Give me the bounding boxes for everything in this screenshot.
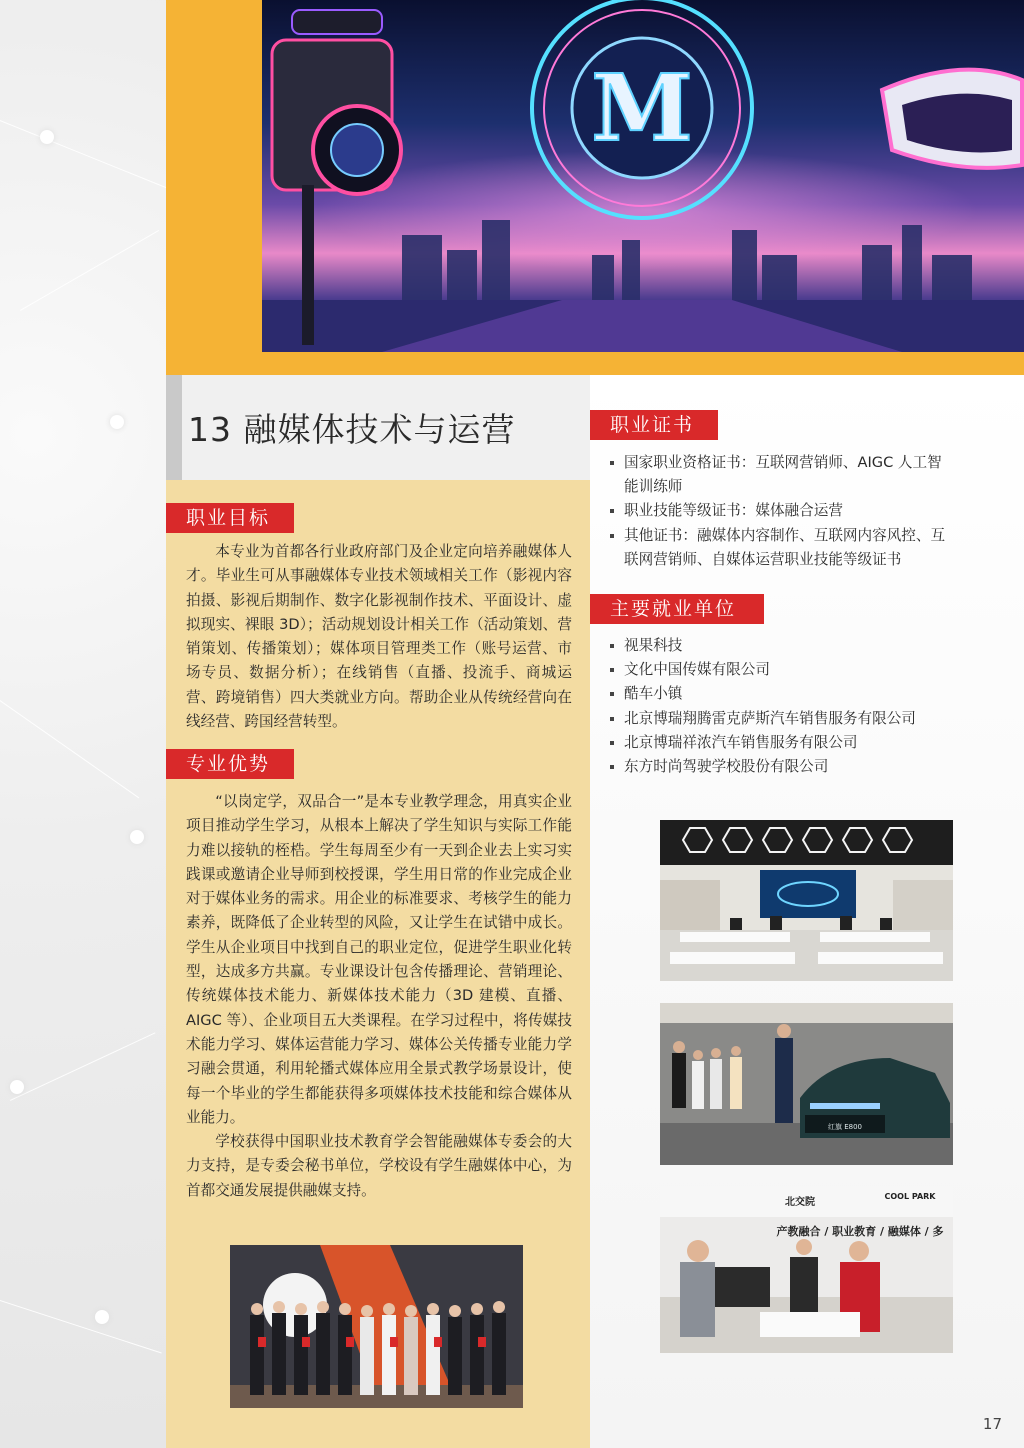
- page-number: 17: [982, 1415, 1002, 1433]
- network-dot: [130, 830, 144, 844]
- video-camera-illustration: [272, 10, 401, 345]
- car-showroom-photo: [660, 1003, 953, 1165]
- advantages-text: [186, 790, 572, 1203]
- certificates-heading: 职业证书: [590, 410, 718, 440]
- network-dot: [95, 1310, 109, 1324]
- page-title: 13 融媒体技术与运营: [188, 410, 516, 449]
- employers-list: [608, 634, 968, 779]
- career-goal-heading: 职业目标: [166, 503, 294, 533]
- network-line: [0, 700, 139, 798]
- list-item: 东方时尚驾驶学校股份有限公司: [608, 755, 968, 779]
- ceremony-photo: [230, 1245, 523, 1408]
- list-item: 其他证书：融媒体内容制作、互联网内容风控、互联网营销师、自媒体运营职业技能等级证书: [608, 524, 948, 572]
- list-item: 视果科技: [608, 634, 968, 658]
- list-item: 北京博瑞翔腾雷克萨斯汽车销售服务有限公司: [608, 707, 968, 731]
- network-dot: [40, 130, 54, 144]
- vr-headset-illustration: [882, 70, 1022, 168]
- employers-heading: 主要就业单位: [590, 594, 764, 624]
- classroom-photo: [660, 820, 953, 981]
- advantages-heading: 专业优势: [166, 749, 294, 779]
- network-line: [20, 230, 159, 311]
- hero-image: [262, 0, 1024, 352]
- advantages-paragraph-2: 学校获得中国职业技术教育学会智能融媒体专委会的大力支持，是专委会秘书单位，学校设有学生融媒体中心，为首都交通发展提供融媒支持。: [186, 1133, 572, 1199]
- network-line: [0, 1300, 162, 1353]
- list-item: 国家职业资格证书：互联网营销师、AIGC 人工智能训练师: [608, 451, 948, 499]
- svg-text:COOL PARK: COOL PARK: [884, 1192, 936, 1201]
- network-line: [10, 1032, 155, 1101]
- network-dot: [10, 1080, 24, 1094]
- certificates-list: [608, 451, 948, 572]
- list-item: 文化中国传媒有限公司: [608, 658, 968, 682]
- title-accent-bar: [166, 375, 182, 480]
- svg-text:北交院: 北交院: [785, 1197, 815, 1208]
- svg-text:产教融合 / 职业教育 / 融媒体 / 多: 产教融合 / 职业教育 / 融媒体 / 多: [776, 1225, 944, 1238]
- list-item: 北京博瑞祥浓汽车销售服务有限公司: [608, 731, 968, 755]
- svg-text:M: M: [591, 54, 693, 162]
- office-photo: [660, 1187, 953, 1353]
- advantages-paragraph-1: “以岗定学，双品合一”是本专业教学理念，用真实企业项目推动学生学习，从根本上解决了学生知识与实际工作能力难以接轨的桎梏。学生每周至少有一天到企业去上实习实践课或邀请企业导师到校授课，学生用日常的作业完成企业对于媒体业务的需求。用企业的标准要求、考核学生的能力素养，既降低了企业转型的风险，又让学生在试错中成长。学生从企业项目中找到自己的职业定位，促进学生职业化转型，达成多方共赢。专业课设计包含传播理论、营销理论、传统媒体技术能力、新媒体技术能力（3D 建模、直播、AIGC 等）、企业项目五大类课程。在学习过程中，将传媒技术能力学习、媒体运营能力学习、媒体公关传播专业能力学习融会贯通，利用轮播式媒体应用全景式教学场景设计，使每一个毕业的学生都能获得多项媒体技术技能和综合媒体从业能力。: [186, 793, 572, 1126]
- left-margin-background: [0, 0, 166, 1448]
- svg-text:红旗 E800: 红旗 E800: [827, 1123, 863, 1131]
- career-goal-paragraph: 本专业为首都各行业政府部门及企业定向培养融媒体人才。毕业生可从事融媒体专业技术领域相关工作（影视内容拍摄、影视后期制作、数字化影视制作技术、平面设计、虚拟现实、裸眼 3D）；活动规划设计相关工作（活动策划、营销策划、传播策划）；媒体项目管理类工作（账号运营、市场专员、数据分析）；在线销售（直播、投流手、商城运营、跨境销售）四大类就业方向。帮助企业从传统经营向在线经营、跨国经营转型。: [186, 543, 572, 731]
- list-item: 职业技能等级证书：媒体融合运营: [608, 499, 948, 523]
- network-line: [0, 120, 167, 188]
- list-item: 酷车小镇: [608, 682, 968, 706]
- career-goal-text: [186, 540, 572, 734]
- network-dot: [110, 415, 124, 429]
